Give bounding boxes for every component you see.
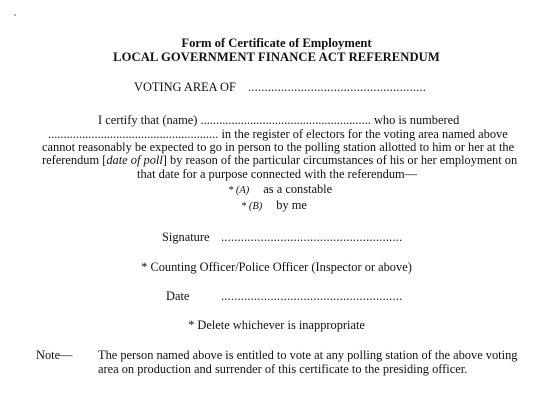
body-line-3: cannot reasonably be expected to go in person to the polling station allotted to him or her at the: [42, 140, 515, 154]
body-line-4-post: ] by reason of the particular circumstances of his or her employment on: [162, 153, 518, 167]
date-of-poll-text: date of poll: [106, 153, 163, 167]
form-title: Form of Certificate of Employment: [181, 36, 372, 50]
option-b-text: by me: [276, 198, 307, 212]
body-line-4: [42, 153, 517, 168]
option-a: [228, 182, 332, 198]
voting-area-label: VOTING AREA OF: [134, 80, 236, 94]
option-a-marker: * (A): [228, 185, 250, 196]
voting-area-field[interactable]: ......................................................: [248, 80, 427, 94]
body-line-1: I certify that (name) ....................................................... who is numbered: [98, 113, 460, 127]
signature-label: Signature: [162, 230, 210, 244]
signature-field[interactable]: .......................................................: [221, 230, 403, 244]
body-line-4-pre: referendum [: [42, 153, 107, 167]
date-field[interactable]: .......................................................: [221, 289, 403, 303]
option-b: [241, 198, 307, 214]
form-subtitle: LOCAL GOVERNMENT FINANCE ACT REFERENDUM: [113, 50, 440, 64]
note-line-1: The person named above is entitled to vote at any polling station of the above voting: [98, 348, 518, 362]
option-b-marker: * (B): [241, 201, 263, 212]
date-label: Date: [166, 289, 190, 303]
body-line-2: ....................................................... in the register of electors for the voting area named above: [48, 127, 508, 141]
body-line-5: that date for a purpose connected with the referendum—: [137, 167, 418, 181]
scan-speck: [14, 14, 16, 16]
note-label: Note—: [36, 348, 73, 362]
delete-note: * Delete whichever is inappropriate: [188, 318, 365, 332]
note-line-2: area on production and surrender of this certificate to the presiding officer.: [98, 362, 468, 376]
option-a-text: as a constable: [263, 182, 333, 196]
officer-line: * Counting Officer/Police Officer (Inspector or above): [141, 260, 412, 274]
